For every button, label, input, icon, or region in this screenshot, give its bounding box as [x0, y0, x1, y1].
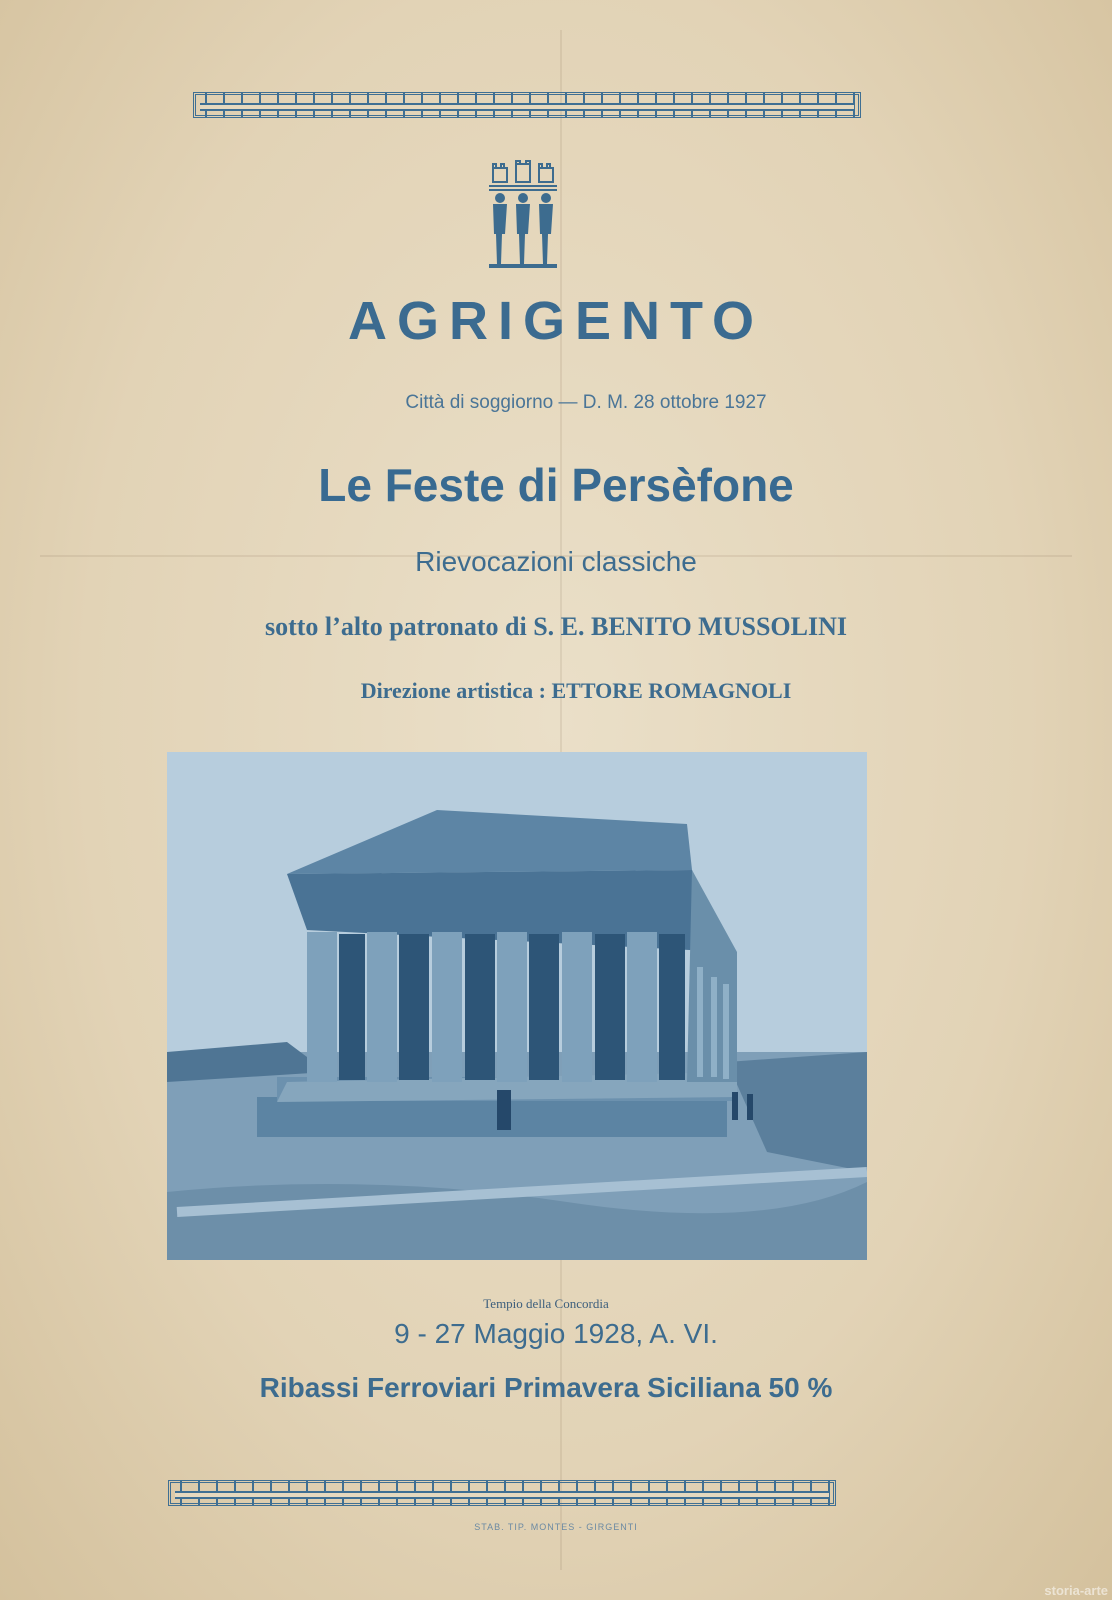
- temple-photo: [167, 752, 867, 1260]
- artistic-direction: Direzione artistica : ETTORE ROMAGNOLI: [360, 678, 792, 703]
- event-tagline: Rievocazioni classiche: [415, 546, 697, 577]
- watermark: storia-arte: [1044, 1583, 1108, 1598]
- telamons-emblem-icon: [487, 160, 559, 270]
- photo-caption: Tempio della Concordia: [483, 1296, 609, 1311]
- patronage-line: sotto l’alto patronato di S. E. BENITO MUSSOLINI: [265, 612, 847, 641]
- event-dates: 9 - 27 Maggio 1928, A. VI.: [394, 1318, 718, 1349]
- greek-key-border-top: [193, 92, 861, 118]
- greek-key-border-bottom: [168, 1480, 836, 1506]
- city-title: AGRIGENTO: [347, 291, 765, 351]
- railway-discount: Ribassi Ferroviari Primavera Siciliana 50 %: [259, 1372, 833, 1403]
- event-title: Le Feste di Persèfone: [318, 459, 794, 511]
- city-subtitle: Città di soggiorno — D. M. 28 ottobre 1927: [405, 392, 767, 413]
- printer-credit: STAB. TIP. MONTES - GIRGENTI: [474, 1522, 638, 1532]
